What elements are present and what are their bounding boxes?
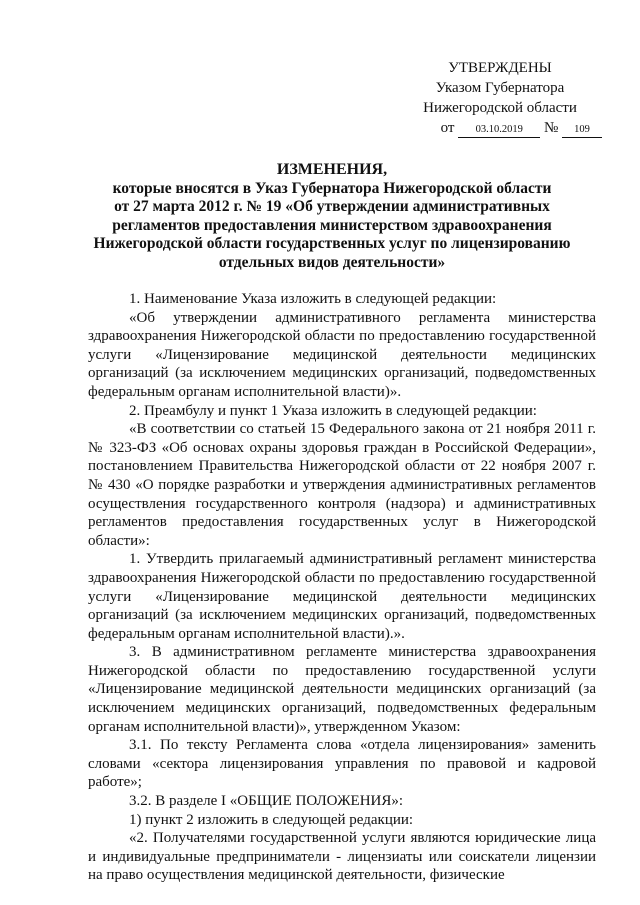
paragraph: 1. Утвердить прилагаемый административный регламент министерства здравоохранения Нижегородской области по предоставлению государственной услуги «Лицензирование медицинской деятельности медицинских организаций (за исключением медицинских организаций, подведомственных федеральным органам исполнительной власти).». bbox=[88, 551, 596, 642]
paragraph: 3. В административном регламенте министерства здравоохранения Нижегородской области по предоставлению государственной услуги «Лицензирование медицинской деятельности медицинских организаций (за исключением медицинских организаций, подведомственных федеральным органам исполнительной власти)», утвержденном Указом: bbox=[88, 644, 596, 735]
paragraph: 3.2. В разделе I «ОБЩИЕ ПОЛОЖЕНИЯ»: bbox=[129, 793, 404, 810]
paragraph: 1. Наименование Указа изложить в следующей редакции: bbox=[129, 291, 497, 307]
approval-title: УТВЕРЖДЕНЫ bbox=[448, 60, 552, 76]
heading-title: ИЗМЕНЕНИЯ, bbox=[276, 161, 388, 178]
approval-region: Нижегородской области bbox=[423, 100, 577, 116]
heading-line-5: отдельных видов деятельности» bbox=[218, 253, 446, 271]
heading-line-1: которые вносятся в Указ Губернатора Нижегородской области bbox=[112, 179, 552, 197]
document-heading bbox=[88, 161, 576, 272]
approval-authority: Указом Губернатора bbox=[435, 80, 565, 96]
approval-dateline bbox=[380, 118, 620, 138]
heading-line-2: от 27 марта 2012 г. № 19 «Об утверждении административных bbox=[114, 198, 550, 215]
approval-from-label: от bbox=[440, 120, 455, 136]
paragraph: 2. Преамбулу и пункт 1 Указа изложить в следующей редакции: bbox=[129, 402, 537, 419]
paragraph: 1) пункт 2 изложить в следующей редакции: bbox=[129, 811, 414, 828]
approval-number: 109 bbox=[562, 123, 602, 138]
paragraph: «Об утверждении административного регламента министерства здравоохранения Нижегородской области по предоставлению государственной услуги «Лицензирование медицинской деятельности медицинских организаций (за исключением медицинских организаций, подведомственных федеральным органам исполнительной власти)». bbox=[88, 309, 596, 400]
paragraph: «В соответствии со статьей 15 Федерального закона от 21 ноября 2011 г. № 323-ФЗ «Об основах охраны здоровья граждан в Российской Федерации», постановлением Правительства Нижегородской области от 22 ноября 2007 г. № 430 «О порядке разработки и утверждения административных регламентов осуществления государственного контроля (надзора) и административных регламентов предоставления государственных услуг в Нижегородской области»: bbox=[88, 421, 596, 549]
paragraph: «2. Получателями государственной услуги являются юридические лица и индивидуальные предприниматели - лицензиаты или соискатели лицензии на право осуществления медицинской деятельности, физические bbox=[88, 830, 596, 884]
approval-number-sign: № bbox=[543, 120, 559, 136]
document-body bbox=[88, 290, 596, 885]
heading-line-3: регламентов предоставления министерством здравоохранения bbox=[112, 216, 552, 234]
approval-date: 03.10.2019 bbox=[458, 123, 540, 138]
approval-stamp bbox=[380, 58, 620, 138]
paragraph: 3.1. По тексту Регламента слова «отдела лицензирования» заменить словами «сектора лицензирования управления по правовой и кадровой работе»; bbox=[88, 737, 596, 791]
heading-line-4: Нижегородской области государственных услуг по лицензированию bbox=[93, 235, 571, 252]
